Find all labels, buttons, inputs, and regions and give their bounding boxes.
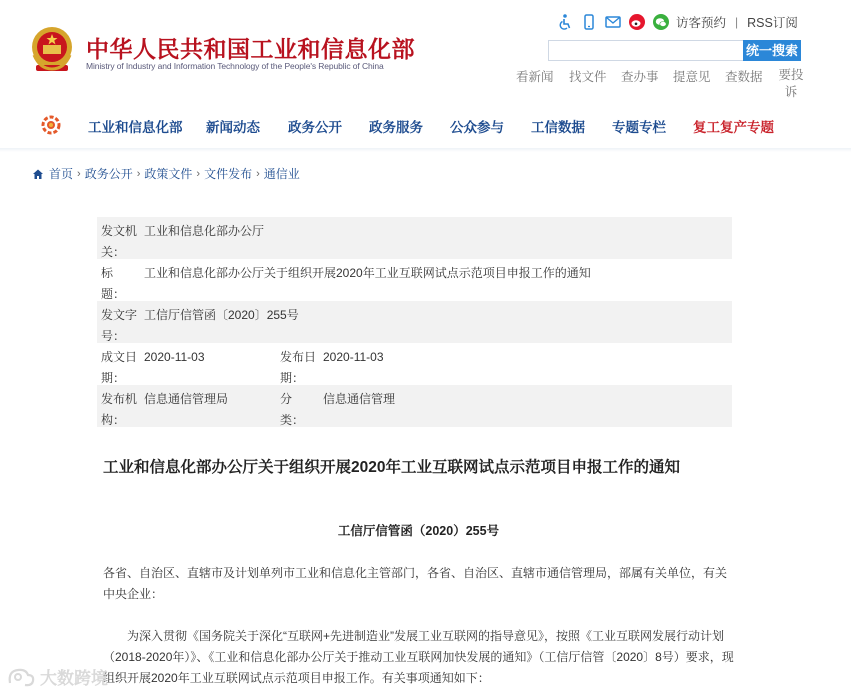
top-toolbar <box>556 12 798 32</box>
ministry-logo-icon[interactable] <box>40 114 62 136</box>
quick-link-documents[interactable]: 找文件 <box>569 70 607 84</box>
breadcrumb-separator: › <box>196 167 201 180</box>
watermark-text: 大数跨境 <box>40 669 108 688</box>
info-row-issuer <box>97 217 732 259</box>
document-paragraph: 各省、自治区、直辖市及计划单列市工业和信息化主管部门，各省、自治区、直辖市通信管理局，部属有关单位，有关中央企业： <box>103 566 728 601</box>
weibo-icon[interactable] <box>628 13 646 31</box>
nav-item-resumption-topic[interactable]: 复工复产专题 <box>693 120 774 135</box>
docno-label: 发文字号： <box>101 308 138 343</box>
issuer-label: 发文机关： <box>101 224 138 259</box>
watermark-logo-icon <box>6 665 36 689</box>
breadcrumb-separator: › <box>77 167 81 180</box>
quick-link-complaint[interactable]: 要投诉 <box>778 68 804 99</box>
main-nav <box>0 106 851 142</box>
mail-icon[interactable] <box>604 13 622 31</box>
home-icon <box>32 168 44 180</box>
nav-item-news[interactable]: 新闻动态 <box>206 120 260 135</box>
site-title[interactable]: 中华人民共和国工业和信息化部 <box>86 36 415 62</box>
docno-value: 工信厅信管函〔2020〕255号 <box>144 308 299 322</box>
published-date-value: 2020-11-03 <box>323 350 384 364</box>
toolbar-separator: | <box>735 15 739 29</box>
nav-item-special-topics[interactable]: 专题专栏 <box>612 120 666 135</box>
title-label: 标 题： <box>101 266 138 301</box>
wechat-icon[interactable] <box>652 13 670 31</box>
publisher-value: 信息通信管理局 <box>144 392 229 406</box>
issuer-value: 工业和信息化部办公厅 <box>144 224 265 238</box>
nav-item-services[interactable]: 政务服务 <box>369 120 423 135</box>
breadcrumb-separator: › <box>136 167 141 180</box>
national-emblem-icon[interactable] <box>30 25 74 75</box>
category-label: 分 类： <box>280 392 317 427</box>
nav-item-data[interactable]: 工信数据 <box>531 120 585 135</box>
quick-link-data[interactable]: 查数据 <box>725 70 763 84</box>
search-input[interactable] <box>548 40 744 61</box>
breadcrumb-policy-documents[interactable]: 政策文件 <box>144 167 193 181</box>
nav-item-public-participation[interactable]: 公众参与 <box>450 120 504 135</box>
info-row-publisher <box>97 385 732 427</box>
info-row-docno <box>97 301 732 343</box>
nav-item-government-affairs[interactable]: 政务公开 <box>288 120 342 135</box>
quick-link-news[interactable]: 看新闻 <box>516 70 554 84</box>
breadcrumb-home[interactable]: 首页 <box>49 167 74 181</box>
breadcrumb-document-release[interactable]: 文件发布 <box>204 167 253 181</box>
breadcrumb-telecom[interactable]: 通信业 <box>263 167 300 181</box>
document-title: 工业和信息化部办公厅关于组织开展2020年工业互联网试点示范项目申报工作的通知 <box>103 459 680 476</box>
unified-search-button[interactable]: 统一搜索 <box>743 40 801 61</box>
visitor-booking-link[interactable]: 访客预约 <box>676 16 727 30</box>
document-paragraph: 为深入贯彻《国务院关于深化“互联网+先进制造业”发展工业互联网的指导意见》，按照《工业互联网发展行动计划（2018-2020年）》、《工业和信息化部办公厅关于推动工业互联网加快发展的通知》（工信厅信管〔2020〕8号）要求，现组织开展2020年工业互联网试点示范项目申报工作。有关事项通知如下： <box>103 629 734 685</box>
accessibility-icon[interactable] <box>556 13 574 31</box>
quick-link-feedback[interactable]: 提意见 <box>673 70 711 84</box>
info-row-title <box>97 259 732 301</box>
nav-item-ministry[interactable]: 工业和信息化部 <box>88 120 183 135</box>
document-number-wrap <box>0 521 851 539</box>
breadcrumb <box>32 165 300 182</box>
watermark <box>6 664 108 689</box>
published-date-label: 发布日期： <box>280 350 317 385</box>
written-date-label: 成文日期： <box>101 350 138 385</box>
title-value: 工业和信息化部办公厅关于组织开展2020年工业互联网试点示范项目申报工作的通知 <box>144 266 591 280</box>
publisher-label: 发布机构： <box>101 392 138 427</box>
mobile-icon[interactable] <box>580 13 598 31</box>
breadcrumb-government-affairs[interactable]: 政务公开 <box>84 167 133 181</box>
header-divider <box>0 148 851 152</box>
written-date-value: 2020-11-03 <box>144 350 205 364</box>
category-value: 信息通信管理 <box>323 392 396 406</box>
document-number: 工信厅信管函（2020）255号 <box>337 524 500 538</box>
document-info-table <box>97 217 732 427</box>
breadcrumb-separator: › <box>256 167 260 180</box>
quick-link-services[interactable]: 查办事 <box>621 70 659 84</box>
info-row-dates <box>97 343 732 385</box>
rss-link[interactable]: RSS订阅 <box>747 16 798 30</box>
site-header <box>0 0 851 100</box>
site-title-english: Ministry of Industry and Information Technology of the People's Republic of China <box>86 61 384 71</box>
